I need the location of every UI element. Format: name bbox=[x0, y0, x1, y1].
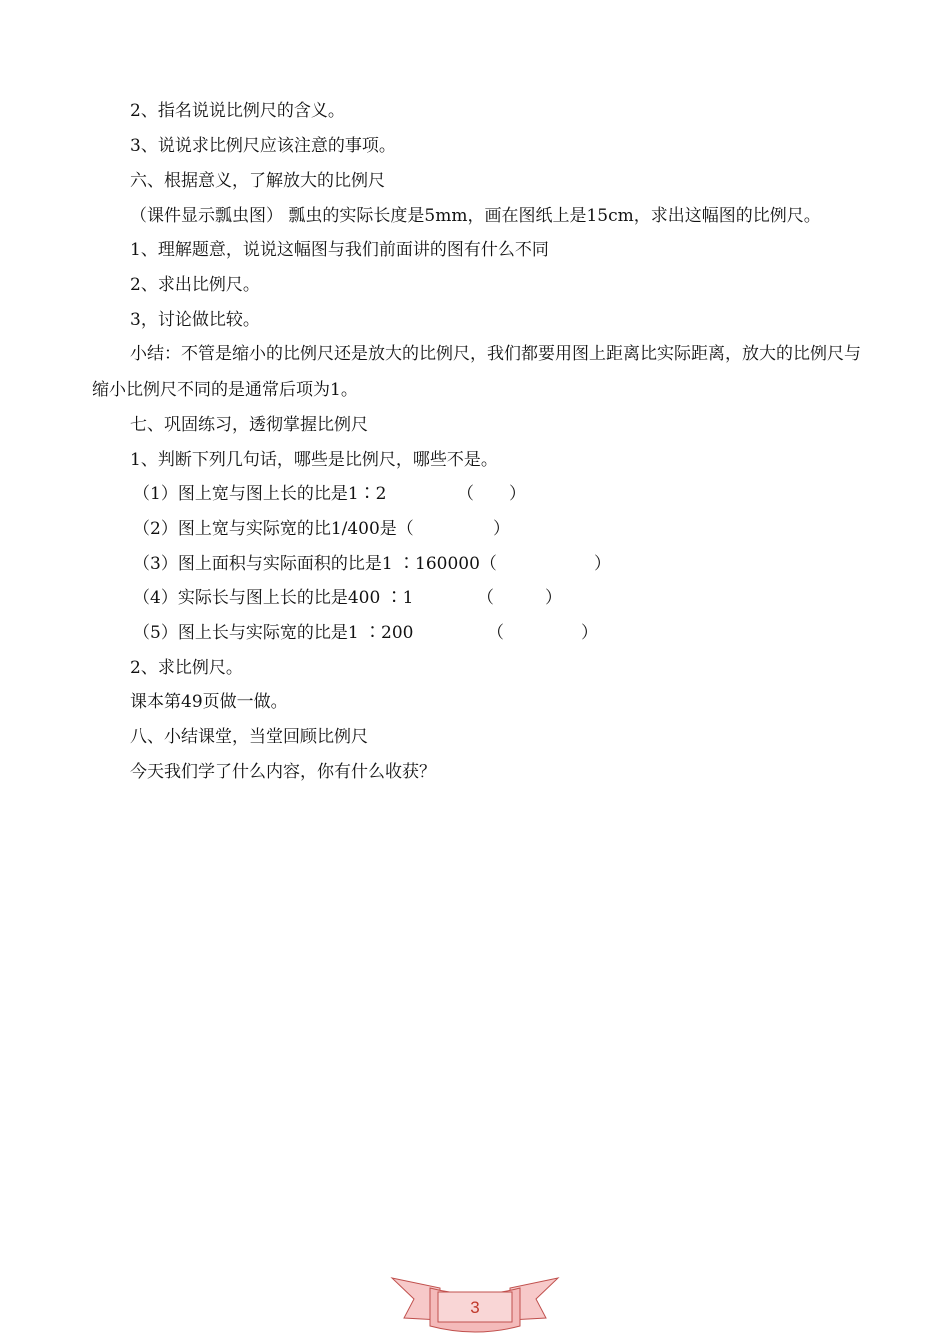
section-heading: 六、根据意义，了解放大的比例尺 bbox=[130, 171, 385, 191]
answer-paren-close: ） bbox=[509, 484, 526, 504]
answer-paren-open: （ bbox=[477, 588, 494, 608]
summary-paragraph: 小结：不管是缩小的比例尺还是放大的比例尺，我们都要用图上距离比实际距离，放大的比例尺与缩小比例尺不同的是通常后项为1。 bbox=[92, 344, 861, 400]
text-line: 2、求出比例尺。 bbox=[130, 275, 260, 295]
page-number: 3 bbox=[470, 1298, 480, 1317]
question-item: （2）图上宽与实际宽的比1/400是（ bbox=[133, 519, 414, 539]
answer-paren-close: ） bbox=[493, 519, 510, 539]
text-line: 2、求比例尺。 bbox=[130, 658, 243, 678]
question-item: （4）实际长与图上长的比是400 ∶1 bbox=[133, 588, 414, 608]
answer-paren-close: ） bbox=[581, 623, 598, 643]
text-line: 1、理解题意，说说这幅图与我们前面讲的图有什么不同 bbox=[130, 240, 549, 260]
question-item: （1）图上宽与图上长的比是1∶2 bbox=[133, 484, 387, 504]
answer-paren-open: （ bbox=[487, 623, 504, 643]
answer-paren-close: ） bbox=[594, 554, 611, 574]
text-line: 1、判断下列几句话，哪些是比例尺，哪些不是。 bbox=[130, 450, 498, 470]
text-line: 今天我们学了什么内容，你有什么收获？ bbox=[130, 762, 436, 782]
question-item: （5）图上长与实际宽的比是1 ∶200 bbox=[133, 623, 414, 643]
text-line: 3，讨论做比较。 bbox=[130, 310, 260, 330]
text-line: 3、说说求比例尺应该注意的事项。 bbox=[130, 136, 396, 156]
section-heading: 八、小结课堂，当堂回顾比例尺 bbox=[130, 727, 368, 747]
page-number-ribbon bbox=[390, 1268, 560, 1342]
text-line: 课本第49页做一做。 bbox=[130, 692, 288, 712]
text-line: 2、指名说说比例尺的含义。 bbox=[130, 101, 345, 121]
question-item: （3）图上面积与实际面积的比是1 ∶160000（ bbox=[133, 554, 497, 574]
answer-paren-open: （ bbox=[457, 484, 474, 504]
text-line: （课件显示瓢虫图） 瓢虫的实际长度是5mm，画在图纸上是15cm，求出这幅图的比例尺。 bbox=[130, 206, 821, 226]
answer-paren-close: ） bbox=[545, 588, 562, 608]
section-heading: 七、巩固练习，透彻掌握比例尺 bbox=[130, 415, 368, 435]
